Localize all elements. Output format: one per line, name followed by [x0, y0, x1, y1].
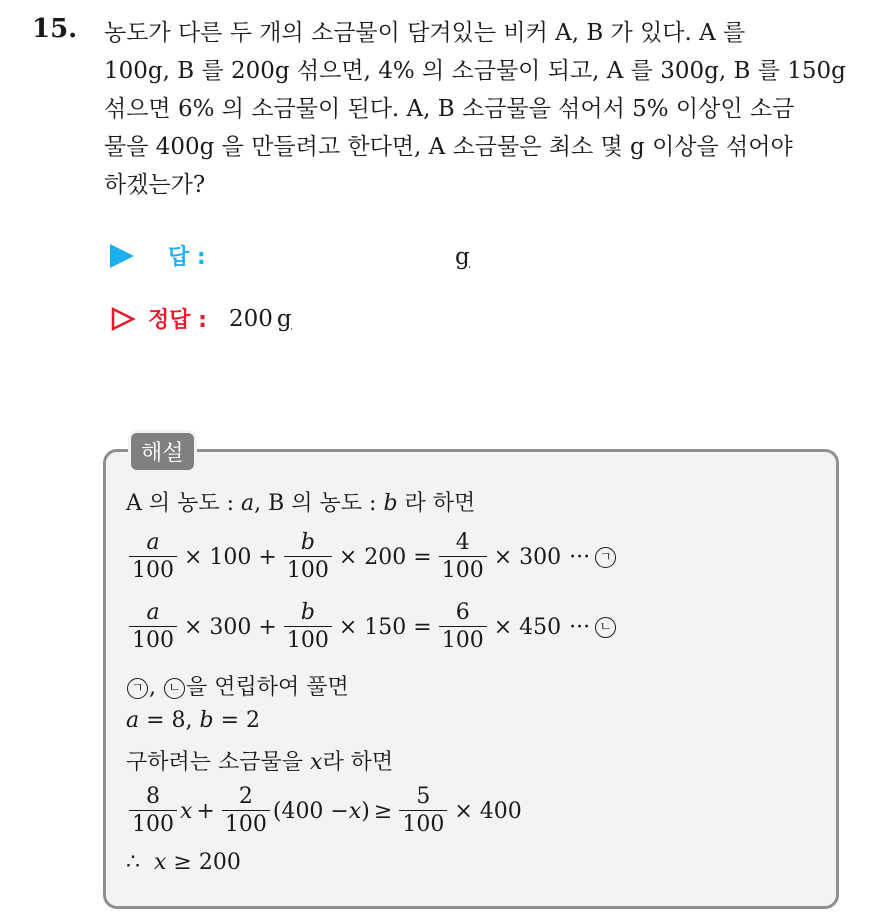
explanation-line-6: 구하려는 소금물을 x라 하면: [126, 750, 394, 775]
question-line: 물을 400g 을 만들려고 한다면, A 소금물은 최소 몇 g 이상을 섞어야: [104, 134, 793, 160]
equation-1: $\frac{a}{100}$ × 100 + $\frac{b}{100}$ × 200 = $\frac{4}{100}$ × 300 ··· ㄱ: [126, 530, 617, 585]
answer-label: 답 :: [168, 245, 206, 270]
correct-answer-label: 정답 :: [148, 308, 207, 333]
correct-answer-value: 200: [228, 305, 273, 332]
explanation-tab: 해설: [128, 430, 197, 473]
question-text: [104, 14, 864, 204]
play-outline-icon: [110, 306, 136, 332]
question-line: 100g, B 를 200g 섞으면, 4% 의 소금물이 되고, A 를 300g, B 를 150g: [104, 58, 846, 84]
question-line: 농도가 다른 두 개의 소금물이 담겨있는 비커 A, B 가 있다. A 를: [104, 20, 746, 46]
inequality: $\frac{8}{100}$ x + $\frac{2}{100}$ (400 − x ) ≥ $\frac{5}{100}$ × 400: [126, 784, 526, 839]
circled-giyeok-mark: ㄱ: [595, 547, 616, 568]
answer-row: [110, 240, 206, 271]
correct-answer-row: [110, 303, 292, 334]
correct-answer-unit: g: [276, 305, 292, 332]
circled-nieun-mark: ㄴ: [595, 617, 616, 638]
question-line: 섞으면 6% 의 소금물이 된다. A, B 소금물을 섞어서 5% 이상인 소금: [104, 96, 795, 122]
play-icon: [110, 244, 134, 268]
question-number: 15.: [32, 14, 78, 44]
question-line: 하겠는가?: [104, 172, 206, 198]
circled-giyeok-mark: ㄱ: [127, 678, 148, 699]
explanation-line-1: A 의 농도 : a, B 의 농도 : b 라 하면: [126, 491, 476, 516]
explanation-line-5: a = 8, b = 2: [126, 708, 261, 733]
explanation-conclusion: ∴ x ≥ 200: [126, 850, 241, 875]
circled-nieun-mark: ㄴ: [164, 678, 185, 699]
answer-unit: g: [455, 244, 470, 270]
equation-2: $\frac{a}{100}$ × 300 + $\frac{b}{100}$ × 150 = $\frac{6}{100}$ × 450 ··· ㄴ: [126, 600, 617, 655]
explanation-line-4: ㄱ , ㄴ 을 연립하여 풀면: [126, 670, 349, 701]
